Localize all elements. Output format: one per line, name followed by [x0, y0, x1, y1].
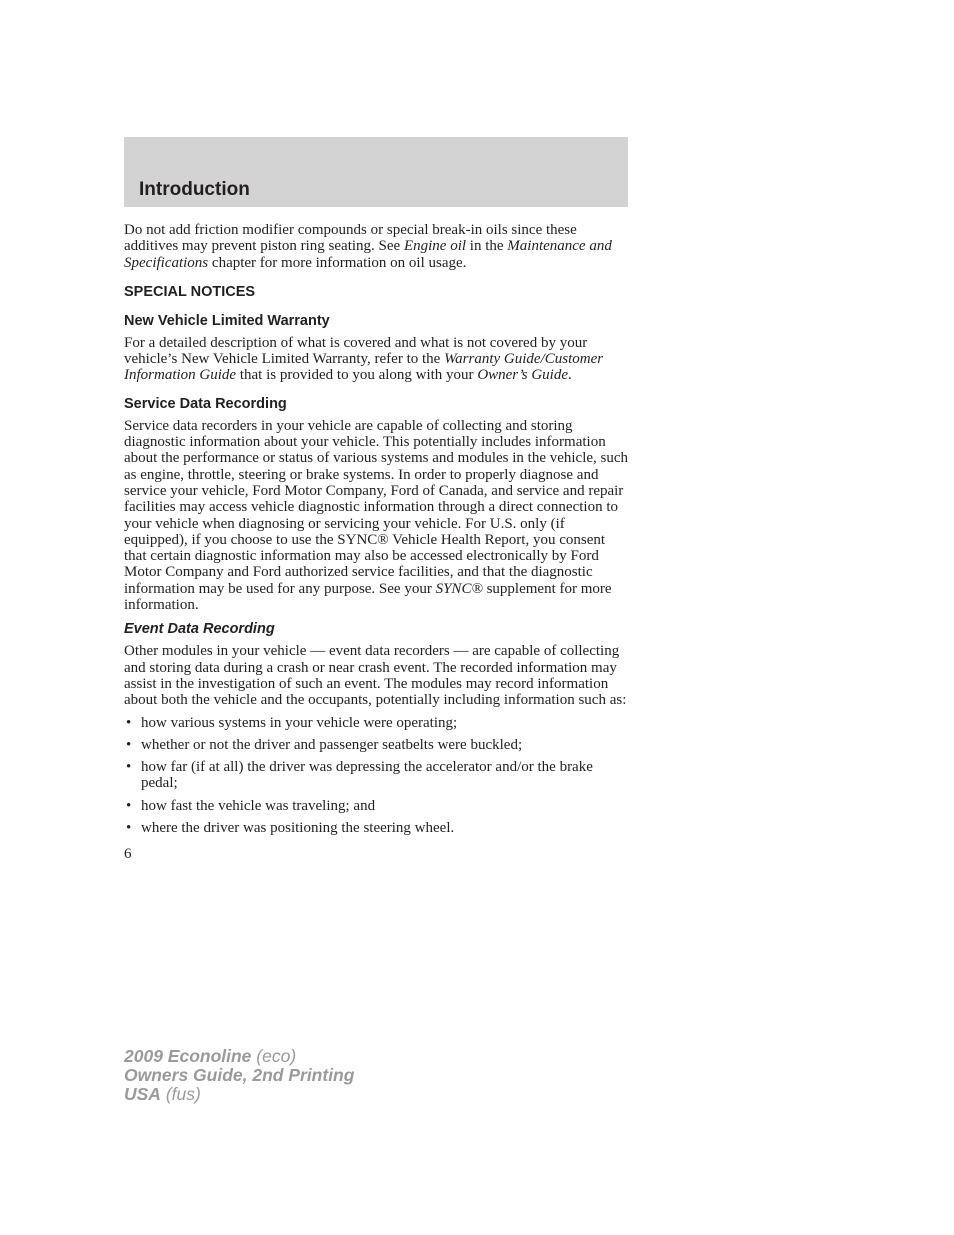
intro-text-1: Do not add friction modifier compounds or special break-in oils since these additives may prevent piston ring seating. See — [124, 222, 577, 255]
intro-text-3: chapter for more information on oil usage. — [208, 254, 467, 271]
warranty-text-3: . — [568, 367, 572, 384]
service-data-text-2: supplement for more information. — [124, 580, 612, 614]
intro-text-2: in the — [466, 238, 508, 255]
page-title: Introduction — [139, 179, 250, 200]
event-data-heading: Event Data Recording — [124, 621, 275, 638]
page-number: 6 — [124, 846, 132, 863]
bullet-icon: • — [126, 759, 132, 776]
engine-oil-reference: Engine oil — [403, 238, 467, 255]
owners-guide-reference: Owner’s Guide — [477, 367, 569, 384]
list-item: • how far (if at all) the driver was depressing the accelerator and/or the brake pedal; — [126, 759, 593, 792]
footer-line-3: USA (fus) — [124, 1084, 201, 1104]
header-band — [124, 137, 628, 207]
maintenance-chapter-reference: Maintenance and Specifications — [124, 238, 612, 271]
sync-reference: SYNC® — [435, 580, 483, 597]
list-item: • whether or not the driver and passenger seatbelts were buckled; — [126, 736, 523, 753]
footer-line-2: Owners Guide, 2nd Printing — [124, 1065, 355, 1085]
warranty-paragraph — [124, 335, 630, 384]
footer-line-1: 2009 Econoline (eco) — [124, 1046, 297, 1066]
warranty-text-2: that is provided to you along with your — [236, 367, 478, 384]
bullet-icon: • — [126, 714, 132, 731]
service-data-heading: Service Data Recording — [124, 395, 287, 412]
bullet-icon: • — [126, 736, 132, 753]
bullet-icon: • — [126, 797, 132, 814]
list-item: • how various systems in your vehicle were operating; — [126, 714, 458, 731]
main-content — [124, 222, 630, 863]
event-data-list — [124, 715, 630, 837]
warranty-text-1: For a detailed description of what is covered and what is not covered by your vehicle’s New Vehicle Limited Warranty, refer to the — [124, 334, 588, 368]
warranty-heading: New Vehicle Limited Warranty — [124, 312, 330, 329]
intro-paragraph — [124, 222, 630, 271]
footer-imprint — [124, 1047, 354, 1104]
bullet-icon: • — [126, 820, 132, 837]
special-notices-heading: SPECIAL NOTICES — [124, 283, 256, 300]
warranty-guide-reference: Warranty Guide/Customer Information Guide — [124, 351, 604, 384]
list-item: • where the driver was positioning the steering wheel. — [126, 820, 455, 837]
event-data-paragraph: Other modules in your vehicle — event data recorders — are capable of collecting and storing data during a crash or near crash event. The recorded information may assist in the investigation of such an event. The modules may record information about both the vehicle and the occupants, potentially including information such as: — [124, 643, 627, 709]
service-data-paragraph — [124, 418, 630, 614]
service-data-text-1: Service data recorders in your vehicle are capable of collecting and storing diagnostic information about your vehicle. This potentially includes information about the performance or status of various systems and modules in the vehicle, such as engine, throttle, steering or brake systems. In order to properly diagnose and service your vehicle, Ford Motor Company, Ford of Canada, and service and repair facilities may access vehicle diagnostic information through a direct connection to your vehicle when diagnosing or servicing your vehicle. For U.S. only (if equipped), if you choose to use the SYNC® Vehicle Health Report, you consent that certain diagnostic information may also be accessed electronically by Ford Motor Company and Ford authorized service facilities, and that the diagnostic information may be used for any purpose. See your — [124, 417, 629, 597]
list-item: • how fast the vehicle was traveling; and — [126, 797, 376, 814]
